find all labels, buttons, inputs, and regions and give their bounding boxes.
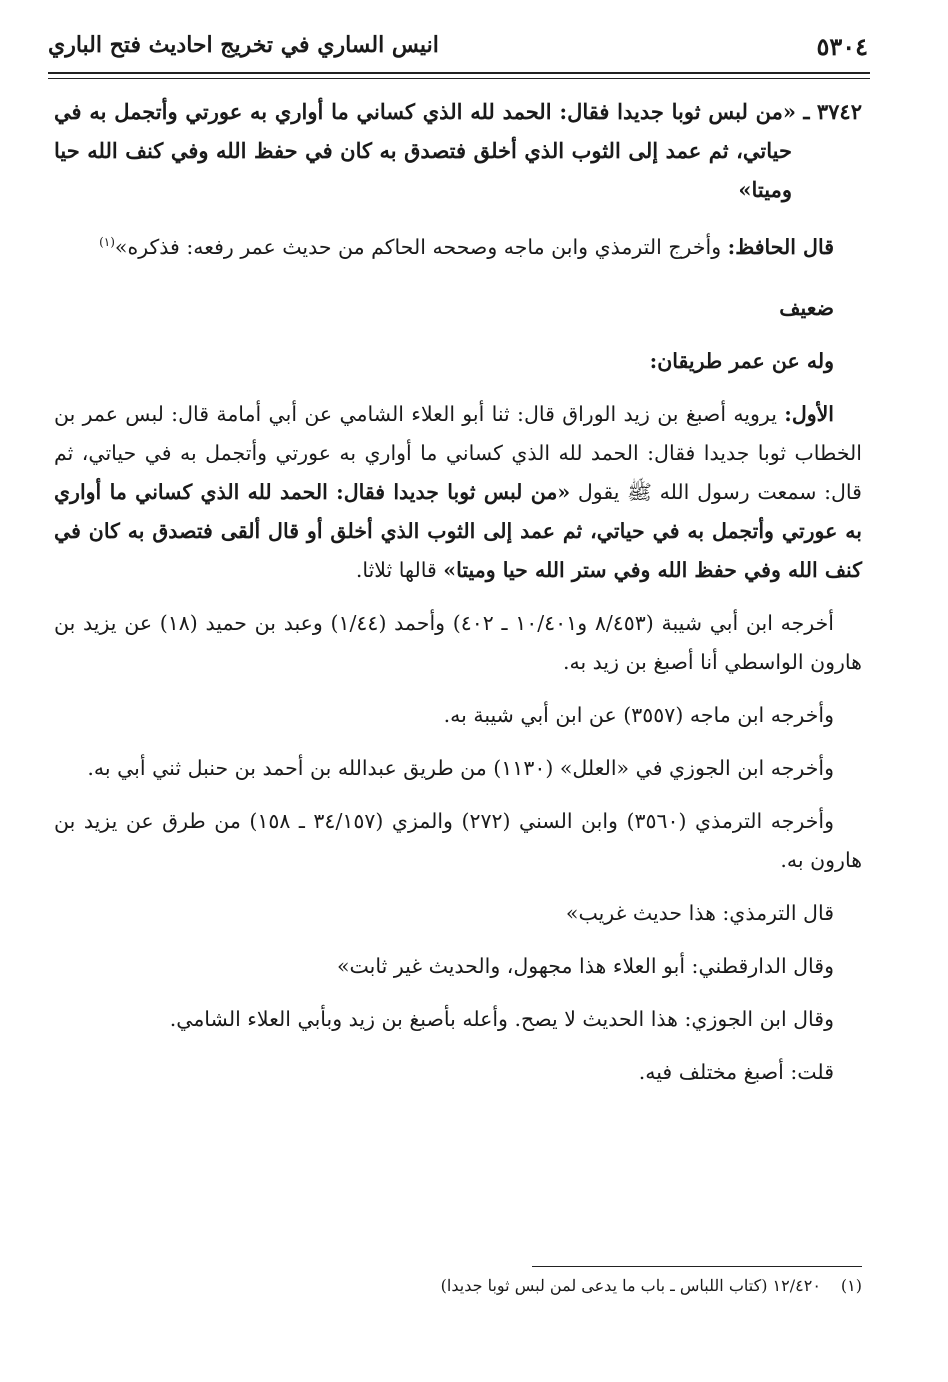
first-text-plain: يرويه أصبغ بن زيد الوراق قال: ثنا أبو العلاء الشامي عن أبي أمامة قال: لبس عمر بن الخطاب ثوبا جديدا فقال: الحمد لله الذي كساني ما أواري به عورتي وأتجمل به في حياتي، ثم قال: سمعت رسول الله ﷺ يقول [54, 401, 862, 504]
first-text-end: قالها ثلاثا. [355, 557, 437, 582]
takhrij-2: وأخرجه ابن ماجه (٣٥٥٧) عن ابن أبي شيبة به. [443, 702, 834, 727]
footnote-text: ١٢/٤٢٠ (كتاب اللباس ـ باب ما يدعى لمن لبس ثوبا جديدا) [440, 1276, 821, 1295]
book-title: انيس الساري في تخريج احاديث فتح الباري [48, 32, 439, 58]
grade-label: ضعيف [779, 295, 834, 320]
first-label: الأول: [784, 401, 834, 426]
takhrij-1: أخرجه ابن أبي شيبة (٨/٤٥٣ و١٠/٤٠١ ـ ٤٠٢) وأحمد (١/٤٤) وعبد بن حميد (١٨) عن يزيد بن هارون الواسطي أنا أصبغ بن زيد به. [54, 610, 862, 674]
paths-intro: وله عن عمر طريقان: [649, 348, 834, 373]
page-number: ٥٣٠٤ [816, 32, 868, 61]
quote-tirmidhi: قال الترمذي: هذا حديث غريب» [565, 900, 834, 925]
main-text [54, 92, 862, 1106]
footnote-number: (١) [840, 1276, 862, 1295]
footnote [54, 1276, 862, 1295]
page-header [48, 28, 868, 68]
quote-daraqutni: وقال الدارقطني: أبو العلاء هذا مجهول، والحديث غير ثابت» [336, 953, 834, 978]
hafiz-paragraph [54, 223, 862, 267]
header-rule [48, 72, 870, 79]
quote-author: قلت: أصبغ مختلف فيه. [638, 1059, 834, 1084]
first-text-bold: «من لبس ثوبا جديدا فقال: الحمد لله الذي كساني ما أواري به عورتي وأتجمل به في حياتي، ثم عمد إلى الثوب الذي أخلق أو قال ألقى فتصدق به كان في كنف الله وفي حفظ الله وفي ستر الله حيا وميتا» [54, 479, 862, 582]
takhrij-3: وأخرجه ابن الجوزي في «العلل» (١١٣٠) من طريق عبدالله بن أحمد بن حنبل ثني أبي به. [87, 755, 834, 780]
hadith-paragraph [54, 92, 862, 209]
quote-ibn-jawzi: وقال ابن الجوزي: هذا الحديث لا يصح. وأعله بأصبغ بن زيد وبأبي العلاء الشامي. [169, 1006, 834, 1031]
hadith-number: ٣٧٤٢ ـ [803, 99, 862, 124]
footnote-rule [532, 1266, 862, 1267]
footnote-mark: (١) [99, 235, 115, 249]
takhrij-4: وأخرجه الترمذي (٣٥٦٠) وابن السني (٢٧٢) والمزي (٣٤/١٥٧ ـ ١٥٨) من طرق عن يزيد بن هارون به. [54, 808, 862, 872]
hafiz-text: وأخرج الترمذي وابن ماجه وصححه الحاكم من حديث عمر رفعه: فذكره» [114, 234, 722, 259]
hafiz-label: قال الحافظ: [727, 234, 834, 259]
first-path-paragraph [54, 395, 862, 590]
hadith-text: «من لبس ثوبا جديدا فقال: الحمد لله الذي كساني ما أواري به عورتي وأتجمل به في حياتي، ثم عمد إلى الثوب الذي أخلق فتصدق به كان في حفظ الله وفي كنف الله حيا وميتا» [54, 99, 796, 202]
